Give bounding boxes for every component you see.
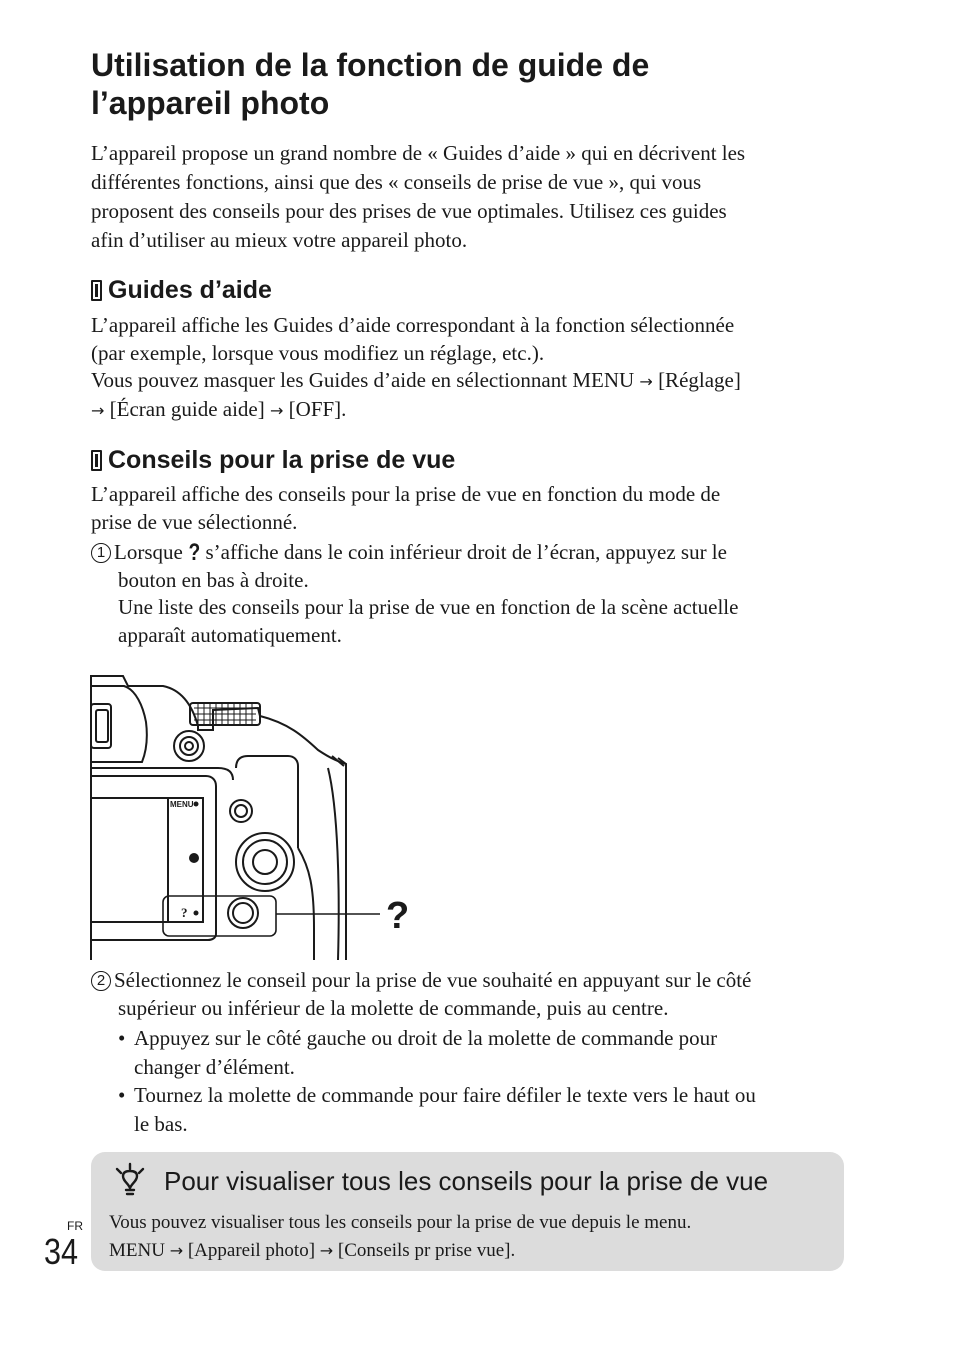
text-span: [Écran guide aide] [109, 396, 265, 421]
body-line [91, 367, 871, 396]
body-line: supérieur ou inférieur de la molette de commande, puis au centre. [118, 995, 669, 1020]
heading-marker-icon [91, 450, 102, 471]
body-line: prise de vue sélectionné. [91, 509, 298, 534]
body-line [91, 396, 871, 425]
tip-line [109, 1237, 839, 1265]
bullet-icon: • [118, 1026, 126, 1050]
intro-line: L’appareil propose un grand nombre de « Guides d’aide » qui en décrivent les [91, 141, 746, 165]
page-title [91, 46, 871, 122]
text-span: [OFF]. [288, 396, 347, 421]
list-item [118, 1024, 878, 1081]
section-heading-conseils [91, 445, 455, 475]
arrow-right-icon: → [639, 372, 653, 391]
heading-text: Guides d’aide [108, 276, 272, 304]
section2-intro [91, 481, 871, 536]
step-1 [91, 539, 871, 649]
tip-line: Vous pouvez visualiser tous les conseils pour la prise de vue depuis le menu. [109, 1212, 692, 1233]
lcd-help-label: ? [181, 905, 188, 920]
body-line [91, 539, 871, 567]
step-2 [91, 967, 881, 1022]
intro-paragraph [91, 139, 871, 255]
arrow-right-icon: → [169, 1240, 184, 1260]
text-span: Sélectionnez le conseil pour la prise de vue souhaité en appuyant sur le côté [114, 968, 752, 992]
text-span: le bas. [134, 1111, 188, 1136]
intro-line: différentes fonctions, ainsi que des « conseils de prise de vue », qui vous [91, 170, 702, 194]
step-number-badge: 2 [91, 971, 111, 991]
help-question-icon: ? [188, 539, 201, 566]
arrow-right-icon: → [270, 400, 284, 420]
list-item-text [134, 1024, 717, 1081]
page-number: 34 [44, 1231, 79, 1272]
language-label: FR [67, 1219, 83, 1233]
body-line: Une liste des conseils pour la prise de vue en fonction de la scène actuelle [118, 595, 739, 619]
bullet-icon: • [118, 1083, 126, 1107]
lcd-menu-label: MENU [170, 800, 194, 809]
text-span: Lorsque [114, 540, 183, 564]
arrow-right-icon: → [319, 1240, 334, 1260]
body-line: (par exemple, lorsque vous modifiez un réglage, etc.). [91, 340, 545, 365]
text-span: [Réglage] [658, 368, 741, 392]
tip-body [109, 1209, 839, 1264]
text-span: Tournez la molette de commande pour faire défiler le texte vers le haut ou [134, 1083, 756, 1107]
section1-body [91, 312, 871, 424]
body-line: bouton en bas à droite. [118, 567, 309, 592]
body-line [91, 967, 881, 995]
heading-text: Conseils pour la prise de vue [108, 446, 456, 474]
heading-marker-icon [91, 280, 102, 301]
title-line-2: l’appareil photo [91, 85, 330, 121]
list-item-text [134, 1081, 756, 1138]
tip-title: Pour visualiser tous les conseils pour la prise de vue [164, 1166, 769, 1196]
bullet-list [118, 1024, 878, 1138]
text-span: s’affiche dans le coin inférieur droit de l’écran, appuyez sur le [205, 540, 727, 564]
text-span: changer d’élément. [134, 1054, 295, 1079]
text-span: Vous pouvez masquer les Guides d’aide en sélectionnant MENU [91, 368, 635, 392]
section-heading-guides [91, 275, 272, 305]
intro-line: proposent des conseils pour des prises de vue optimales. Utilisez ces guides [91, 199, 727, 223]
body-line: apparaît automatiquement. [118, 622, 342, 647]
step-number-badge: 1 [91, 543, 111, 563]
text-span: Appuyez sur le côté gauche ou droit de la molette de commande pour [134, 1026, 718, 1050]
arrow-right-icon: → [91, 400, 105, 420]
text-span: [Conseils pr prise vue]. [337, 1239, 516, 1261]
text-span: [Appareil photo] [187, 1239, 316, 1261]
body-line: L’appareil affiche des conseils pour la prise de vue en fonction du mode de [91, 482, 721, 506]
camera-back-illustration [88, 668, 418, 963]
lightbulb-icon [112, 1162, 148, 1200]
title-line-1: Utilisation de la fonction de guide de [91, 47, 650, 83]
help-callout-label: ? [386, 895, 410, 937]
text-span: MENU [109, 1239, 165, 1261]
intro-line: afin d’utiliser au mieux votre appareil photo. [91, 228, 468, 252]
body-line: L’appareil affiche les Guides d’aide correspondant à la fonction sélectionnée [91, 313, 735, 337]
list-item [118, 1081, 878, 1138]
